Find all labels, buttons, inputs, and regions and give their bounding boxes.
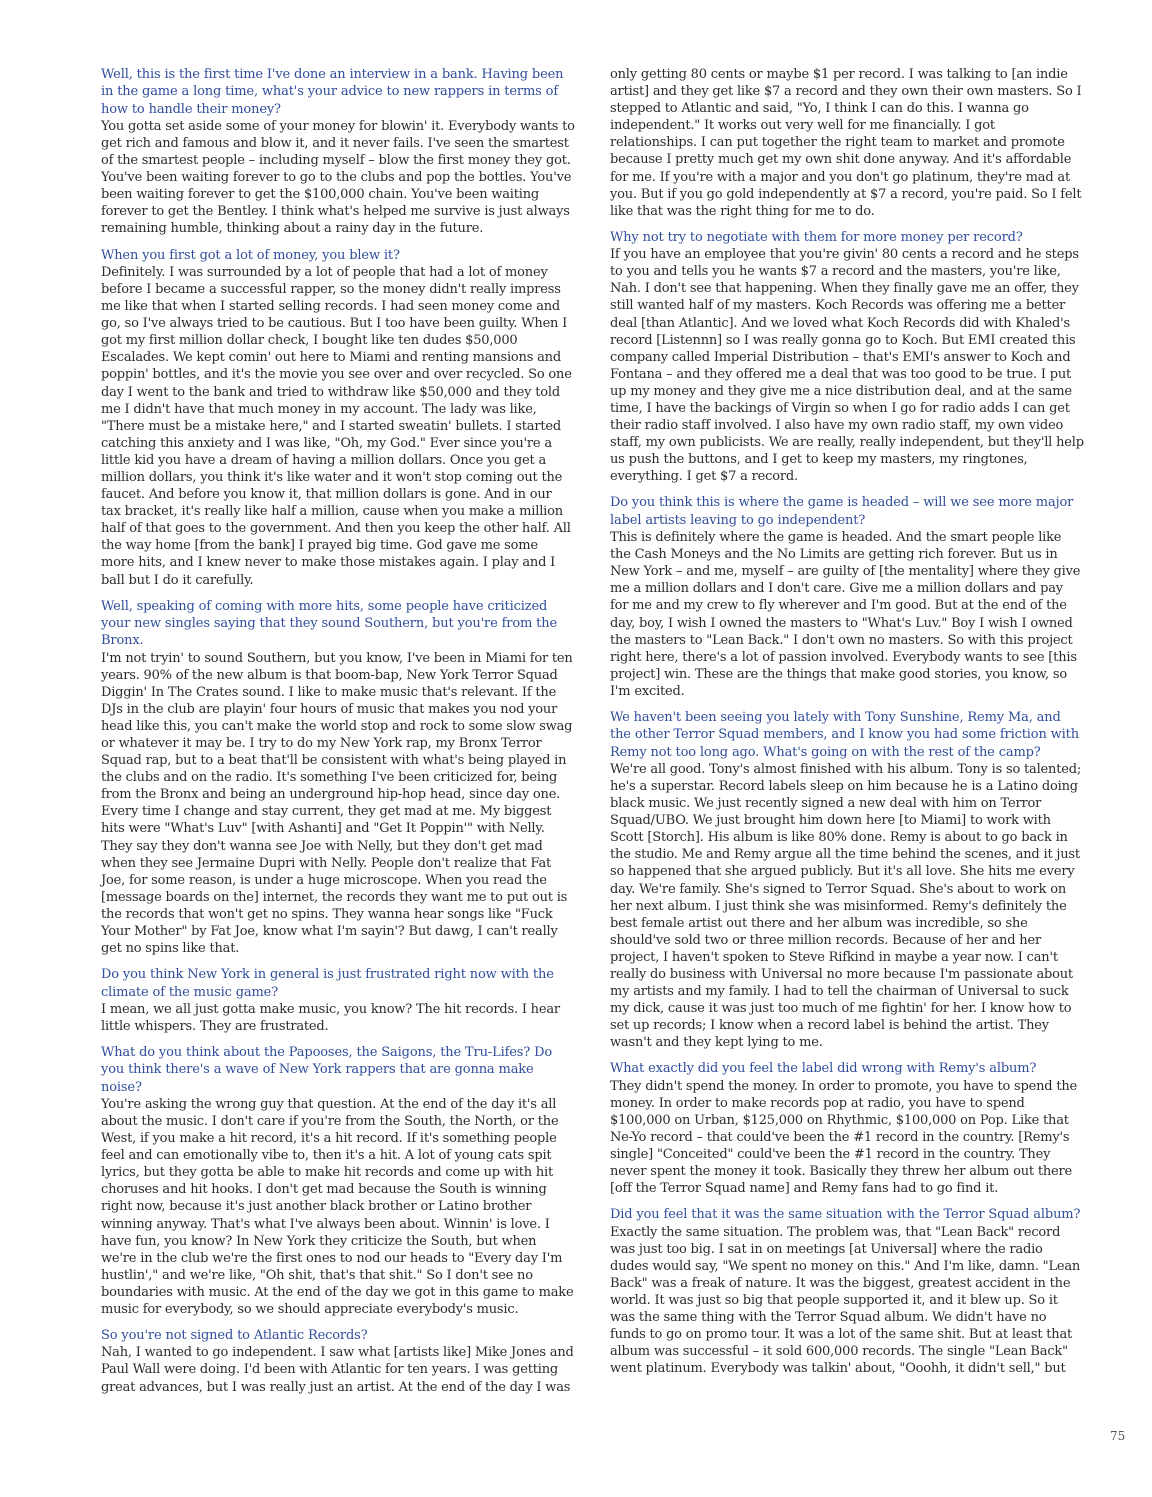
answer: This is definitely where the game is headed. And the smart people like the Cash Moneys and the No Limits are getting rich forever. But us in New York – and me, myself – are guilty of [the mentality] where they give me a million dollars and I don't care. Give me a million dollars and pay for me and my crew to fly wherever and I'm good. But at the end of the day, boy, I wish I owned the masters to "What's Luv." Boy I wish I owned the masters to "Lean Back." I don't own no masters. So with this project right here, there's a lot of passion involved. Everybody wants to see [this project] win. These are the things that make good stories, you know, so I'm excited. [610,530,1081,699]
answer: You gotta set aside some of your money for blowin' it. Everybody wants to get rich and famous and blow it, and it never fails. I've seen the smartest of the smartest people – including myself – blow the first money they got. You've been waiting forever to go to the clubs and pop the bottles. You've been waiting forever to get the $100,000 chain. You've been waiting forever to get the Bentley. I think what's helped me survive is just always remaining humble, thinking about a rainy day in the future. [101,118,575,237]
question: Did you feel that it was the same situation with the Terror Squad album? [610,1207,1081,1223]
question: We haven't been seeing you lately with Tony Sunshine, Remy Ma, and the other Terror Squad members, and I know you had some friction with Remy not too long ago. What's going on with the rest of the camp? [610,709,1079,760]
answer: Definitely. I was surrounded by a lot of people that had a lot of money before I became a successful rapper, so the money didn't really impress me like that when I started selling records. I had seen money come and go, so I've always tried to be cautious. But I too have been guilty. When I got my first million dollar check, I bought like ten dudes $50,000 Escalades. We kept comin' out here to Miami and renting mansions and poppin' bottles, and it's the movie you see over and over recycled. So one day I went to the bank and tried to withdraw like $50,000 and they told me I didn't have that much money in my account. The lady was like, "There must be a mistake here," and I started sweatin' bullets. I started catching this anxiety and I was like, "Oh, my God." Ever since you're a little kid you have a dream of having a million dollars. Once you get a million dollars, you think it's like water and it won't stop coming out the faucet. And before you know it, that million dollars is gone. And in our tax bracket, it's really like half a million, cause when you make a million half of that goes to the government. And then you keep the other half. All the way home [from the bank] I prayed big time. God gave me some more hits, and I knew never to make those mistakes again. I play and I ball but I do it carefully. [101,264,572,588]
qa-block-continued [610,66,1084,220]
question: Do you think this is where the game is headed – will we see more major label artists leaving to go independent? [610,495,1074,528]
qa-block [101,66,575,238]
question: Do you think New York in general is just frustrated right now with the climate of the music game? [101,967,554,1000]
qa-block [101,598,575,958]
question: What do you think about the Papooses, the Saigons, the Tru-Lifes? Do you think there's a wave of New York rappers that are gonna make noise? [101,1044,553,1095]
page-number: 75 [1110,1429,1126,1443]
qa-block [610,1206,1084,1377]
qa-block [610,229,1084,486]
question: Why not try to negotiate with them for more money per record? [610,229,1023,245]
qa-block [610,494,1084,700]
answer-continued: only getting 80 cents or maybe $1 per record. I was talking to [an indie artist] and they get like $7 a record and they own their own masters. So I stepped to Atlantic and said, "Yo, I think I can do this. I wanna go independent." It works out very well for me financially. I got relationships. I can put together the right team to market and promote because I pretty much get my own shit done anyway. And it's affordable for me. If you're with a major and you don't go platinum, they're mad at you. But if you go gold independently at $7 a record, you're paid. So I felt like that was the right thing for me to do. [610,67,1082,219]
question: Well, this is the first time I've done an interview in a bank. Having been in the game a long time, what's your advice to new rappers in terms of how to handle their money? [101,67,564,117]
answer: I'm not tryin' to sound Southern, but you know, I've been in Miami for ten years. 90% of the new album is that boom-bap, New York Terror Squad Diggin' In The Crates sound. I like to make music that's relevant. If the DJs in the club are playin' four hours of music that makes you nod your head like this, you can't make the world stop and rock to some slow swag or whatever it may be. I try to do my New York rap, my Bronx Terror Squad rap, but to a beat that'll be consistent with what's being played in the clubs and on the radio. It's something I've been criticized for, being from the Bronx and being an underground hip-hop head, since day one. Every time I change and stay current, they get mad at me. My biggest hits were "What's Luv" [with Ashanti] and "Get It Poppin'" with Nelly. They say they don't wanna see Joe with Nelly, but they don't get mad when they see Jermaine Dupri with Nelly. People don't realize that Fat Joe, for some reason, is under a huge microscope. When you read the [message boards on the] internet, the records they want me to put out is the records that won't get no spins. They wanna hear songs like "Fuck Your Mother" by Fat Joe, know what I'm sayin'? But dawg, I can't really get no spins like that. [101,650,573,957]
qa-block [610,1060,1084,1197]
answer: They didn't spend the money. In order to promote, you have to spend the money. In order to make records pop at radio, you have to spend $100,000 on Urban, $125,000 on Rhythmic, $100,000 on Pop. Like that Ne-Yo record – that could've been the #1 record in the country. [Remy's single] "Conceited" could've been the #1 record in the country. They never spent the money it took. Basically they threw her album out there [off the Terror Squad name] and Remy fans had to go find it. [610,1078,1078,1197]
question: Well, speaking of coming with more hits, some people have criticized your new singles saying that they sound Southern, but you're from the Bronx. [101,598,558,649]
answer: Exactly the same situation. The problem was, that "Lean Back" record was just too big. I sat in on meetings [at Universal] where the radio dudes would say, "We spent no money on this." And I'm like, damn. "Lean Back" was a freak of nature. It was the biggest, greatest accident in the world. It was just so big that people supported it, and it blew up. So it was the same thing with the Terror Squad album. We didn't have no funds to go on promo tour. It was a lot of the same shit. But at least that album was successful – it sold 600,000 records. The single "Lean Back" went platinum. Everybody was talkin' about, "Ooohh, it didn't sell," but [610,1224,1081,1377]
answer: You're asking the wrong guy that question. At the end of the day it's all about the music. I don't care if you're from the South, the North, or the West, if you make a hit record, it's a hit record. If it's something people feel and can emotionally vibe to, then it's a hit. A lot of young cats spit lyrics, but they gotta be able to make hit records and come up with hit choruses and hit hooks. I don't get mad because the South is winning right now, because it's just another black brother or Latino brother winning anyway. That's what I've always been about. Winnin' is love. I have fun, you know? In New York they criticize the South, but when we're in the club we're the first ones to nod our heads to "Every day I'm hustlin'," and we're like, "Oh shit, that's that shit." So I don't see no boundaries with music. At the end of the day we got in this game to make music for everybody, so we should appreciate everybody's music. [101,1096,574,1317]
answer: If you have an employee that you're givin' 80 cents a record and he steps to you and tells you he wants $7 a record and the masters, you're like, Nah. I don't see that happening. When they finally gave me an offer, they still wanted half of my masters. Koch Records was offering me a better deal [than Atlantic]. And we loved what Koch Records did with Khaled's record [Listennn] so I was really gonna go to Koch. But EMI created this company called Imperial Distribution – that's EMI's answer to Koch and Fontana – and they offered me a deal that was too good to be true. I put up my money and they give me a nice distribution deal, and at the same time, I have the backings of Virgin so when I go for radio adds I can get their radio staff involved. I also have my own radio staff, my own video staff, my own publicists. We are really, really independent, but they'll help us push the buttons, and I get to keep my masters, my ringtones, everything. I get $7 a record. [610,247,1084,485]
qa-block [101,247,575,589]
answer: Nah, I wanted to go independent. I saw what [artists like] Mike Jones and Paul Wall were doing. I'd been with Atlantic for ten years. I was getting great advances, but I was really just an artist. At the end of the day I was [101,1345,574,1395]
question: So you're not signed to Atlantic Records? [101,1328,368,1344]
question: What exactly did you feel the label did wrong with Remy's album? [610,1061,1037,1077]
left-column [101,66,575,1405]
qa-block [101,1327,575,1396]
answer: We're all good. Tony's almost finished with his album. Tony is so talented; he's a superstar. Record labels sleep on him because he is a Latino doing black music. We just recently signed a new deal with him on Terror Squad/UBO. We just brought him down here [to Miami] to work with Scott [Storch]. His album is like 80% done. Remy is about to go back in the studio. Me and Remy argue all the time behind the scenes, and it just so happened that she argued publicly. But it's all love. She hits me every day. We're family. She's signed to Terror Squad. She's about to work on her next album. I just think she was misinformed. Remy's definitely the best female artist out there and her album was incredible, so she should've sold two or three million records. Because of her and her project, I haven't spoken to Steve Rifkind in maybe a year now. I can't really do business with Universal no more because I'm passionate about my artists and my family. I had to tell the chairman of Universal to suck my dick, cause it was just too much of me fightin' for her. I know how to set up records; I know when a record label is behind the artist. They wasn't and they kept lying to me. [610,761,1082,1051]
qa-block [101,966,575,1035]
right-column [610,66,1084,1387]
question: When you first got a lot of money, you blew it? [101,247,400,263]
qa-block [610,709,1084,1051]
answer: I mean, we all just gotta make music, you know? The hit records. I hear little whispers. They are frustrated. [101,1001,560,1034]
qa-block [101,1044,575,1318]
